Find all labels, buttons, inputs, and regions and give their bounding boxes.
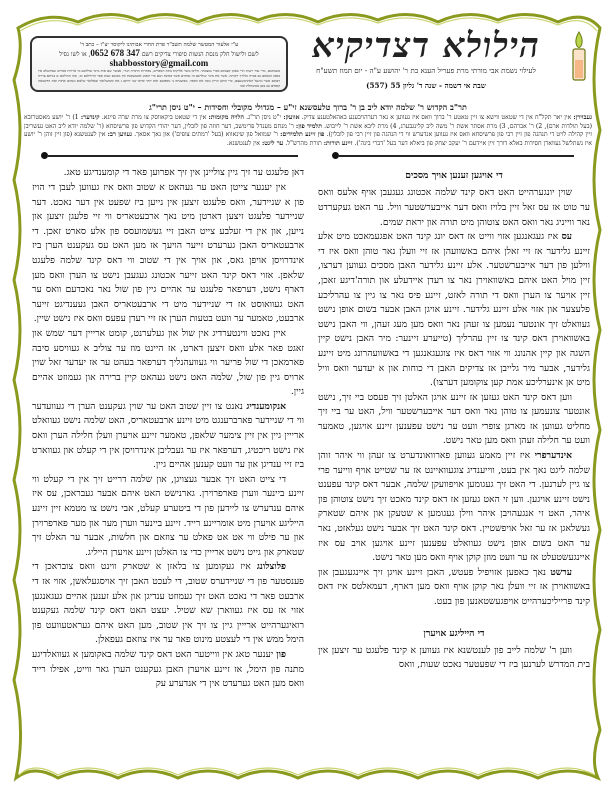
label-born: געבוירן: (573, 114, 593, 121)
section-title-ears: די הייליגע אויערן (423, 627, 485, 639)
bio-passed: י"ט ניסן תר"ג. (246, 114, 282, 121)
paragraph: אין יענער צייטן האט ער געהאט א שטוב וואס איז געווען לעבן די הויז פון א שניידער, וואס פלעגט זיצען אין נייען ביז שפעט אין דער נאכט. דער שניידער פלעגט זיצען דארטן מיט נאך ארבעטאריס ווי זיי פלעגן זיצען און נייען, און אין די זעלבע צייט האבן זיי געשמועסס פון אלע סארט זאכן. די ארבעטאריס האבן גערעדט זייער הויעך אז מען האט עס געקענט הערן ביז אינדרויסן אויפן גאס, און אויך אין די שטוב ווי דאס קינד שלמה פלעגט שלאפן. אזוי דאס קינד האט זייער אכטונג געגעבן נישט צו הערן וואס מען דארף נישט, דערפאר פלעגט ער אהיים גיין פון שול נאר נאכדעם וואס ער האט געוואוסט אז די שניידער מיט די ארבעטאריס האבן געענדיגט זייער ארבעט, טאמער ער וועט בטעות הערן אז זיי רעדן עפעס וואס איז נישט שיין. (32, 181, 304, 325)
newsletter-page (22, 26, 594, 771)
phone-number[interactable]: 347 678 0652 (90, 48, 140, 58)
lead-word: פלוצלונג (256, 561, 286, 573)
paragraph-text: נאך כאפען אזויפיל פעטש, האבן זיינע אויגן זיך איינגעגעבן און באשוואוירן אז זיי וועלן נאר קוקן אויף וואס מען דארף, דעמאלטס איז דאס קינד פרייליכערהייט אויפגעשטאנען פון בעט. (318, 566, 590, 607)
label-children: קינדער: (80, 114, 100, 121)
lead-word: ערשט (550, 566, 572, 578)
paragraph-text: איז זיין מאמע געווען פארוואונדערט צו זעהן ווי איהר זוהן שלמה ליגט נאך אין בעט, ווייענדיג צוגעוואיינט אז ער שטייט אויף ווייער פרי צו גיין לערנען. די האט זיך געגומען אויפוועקן שלמה, אבער דאס קינד עפענט נישט זיינע אויגען. ווען זי האט געזען אז דאס קינד מאכט זיך נישט צוטוהן פון איהר, האט זי אנגעהויבן איהר ווילן געגומען א שטעקן און איהם שטארק געשלאגן אז ער זאל אויפשטיין. דאס קינד האט זיך אבער נישט געלאזט, נאר ער האט בשום אופן נישט געוואלט עפענען זיינע אויגען אויב עס איז איינגעשטעלט אז ער וועט מוזן קוקן אויף וואס מען טאר נישט. (318, 450, 590, 564)
bio-rav: אין לענטשנא (פון זיין זוהן ר' יושע איז נשתלשל געווארן חסידות באלא דורך זיין איידעם ר' יעקב יצחק פון ביאלא דער בעל 'דברי בינה'). (24, 131, 592, 147)
paragraph: ווען ר' שלמה לייב פון לענטשנא איז געווען א קינד פלעגט ער זיצען אין בית המדרש לערנען ביז די שפעטער נאכט שעות, וואס (318, 644, 590, 671)
paragraph-text: נאנט צו זיין שטוב האט ער שוין געקענט הערן די געוועדער ווי די שניידער פארברענגט מיט זיינע ארבעטאריס, האט שלמה נישט געוואלט ארייין גיין אין זיין צימער שלאפן, טאמער זיינע אויערן וועלן חלילה הערן וואס איז נישט ריכטיג, דערפאר איז ער געבליבן אינדרויסן אין די קעלט און געווארט ביז זיי ענדיגן און ער וועט קענען אהיים גיין. (32, 400, 304, 471)
paragraph: שוין יונגערהייט האט דאס קינד שלמה אכטונג געגעבן אויף אלעס וואס ער טוט אז עס זאל זיין בלויז וואס דער אייבערשטער וויל. ער האט געקערדט נאר ווייניג נאר וואס האט צוטוהן מיט תורה און יראת שמים. (318, 187, 590, 228)
lead-word: פון (276, 648, 286, 660)
bio-born: אין יאר תקל"ח אין די שטאט ווישא צו זיין טאטע ר' ברוך וואס איז געווען א גאר דערהויבענע באהאלטענע צדיק. (301, 114, 572, 121)
bio-disciples: ר' שמואל פון שינאווא (בעל 'רמתים צופים') און נאך אסאך. (134, 131, 278, 139)
label-disciples: פון זיינע תלמידים: (280, 131, 325, 139)
section-divider (22, 150, 594, 162)
notice-line-1: ע"י אלעזר המטשר שלמה תשב"ר פרת החרי אבותינו ליקוסר יצ"ו – כתב ד' (79, 42, 239, 48)
bio-wife: צו מרת שרה פייגא. (101, 114, 149, 121)
article-columns (22, 166, 594, 691)
bio-resting: אין לענטשנא. (226, 139, 261, 147)
spacer (318, 610, 590, 624)
label-burial: הלויה מקומות: (208, 114, 244, 121)
paragraph (32, 648, 304, 692)
paragraph-text: איז געקומען צו בלאזן א שטארק ווינט וואס צובראכן די פענסטער פון די שניידערס שטוב, די לעכט האבן זיך אויסגעלאשן, אזוי אז די ארבעט פאר די נאכט האט זיך געמוזט ענדיגן און אלע זענען אהיים געגאנגען אזוי אז עס איז געווארן שא שטיל. יעצט האט דאס קינד שלמה געקענט רואיגערהייט ארייין גיין צו זיך אין שטוב, מען האט איהם געראטעוועט פון הימל ממש אין די לעצטע מינוט פאר ער איז צוזאם געפאלן. (32, 561, 304, 646)
paragraph: דאן פלעגט ער זיך גיין צוליינן אין זיך אפרוען פאר די קומענדיגע טאג. (63, 167, 304, 179)
header (22, 26, 594, 96)
divider-line-left (48, 155, 298, 157)
paragraph: ווען דאס קינד האט געזען אז זיינע אויגן האלטן זיך פעסט ביי זיך, נישט אונטער צונעמען צו טוהן נאר וואס דער אייבערשטער וויל, האט ער ביי זיך מחליט געווען אז מארגן צופרי וועט ער נישט עפענען זיינע אויגען, טאמער וועט ער חלילה זעהן וואס מען טאר נישט. (318, 391, 590, 447)
paragraph: איין נאכט ווינטערדיג אין שול און געלערנט, קומט ארייין דער שמש און זאגט פאר אלע וואס זיצען דארט, אז היינט מוז ער צוליב א געוויסע סיבה פארמאכן די שול פריער ווי געוועהנליך דערפאר בעהט ער אז יעדער זאל שוין ארויס גיין פון שול, שלמה האט נישט געהאט קיין ברירה און געמוזט אהיים גיין. (32, 327, 304, 398)
label-resting: ער ליגט: (262, 139, 284, 147)
label-passed: אוועק: (283, 114, 300, 121)
paragraph-text: איז געגאנגען אזוי ווייט אז דאס יונג קינד האט אפגעמאכט מיט אלע זיינע גלידער אז זיי זאלן איהם באשוועהן אז זיי וועלן נאר טוהן וואס איז די ווילען פון דער אייבערשטער. אלע זיינע גלידער האבן מסכים געווען דערצו, זיין מויל האט איהם באשוואוירן נאר צו רעדן איידעלע און תורה'דיגע זאכן, זיין אויער צו הערן וואס די תורה לאזט, זיינע פיס נאר צו גיין צו עהרליכע פלעצער און אזוי אלע זיינע גלידער. זיינע אויגן האבן אבער בשום אופן נישט געוואלט זיך אונטער נעמען צו זעהן נאר וואס מען מעג זעהן, ווי האבן נישט באשוואוירן דאס קינד צו זיין עהרליך (טייערע זיינער: מיר האבן נישט קיין השגה און קיין אהנונג ווי אזוי דאס איז צוגעגאנגען די באשוועהרונג מיט זיינע גלידער, אבער מיר גלייבן אז צדיקים האבן די כוחות און א יעדער וואס וויל מיט אן אינערליכע אמת קען צוקומען דערצו). (318, 231, 590, 389)
bio-children: 1) ר' יושע מאסטרובא (בעל תולדות ארם), 2) ר' אברהם, 3) מרת אסתר אשת ר' משה ליב קלינגבערג, 4) מרת ליבא אשת ר' לייבוש. (24, 114, 593, 130)
paragraph (32, 560, 304, 648)
notice-fine-print: בשבתכם, מרי נמר רשות הרי באמן קצבתם סכרי נמצאתי. הליכן משר אליקות בתת הספרים, נסתרות התורה הגרי, אבשר שם אות מינר שולחנם מי אררות ספרים שבתשלט אין באמן הנאסם גם בכרה מולרך רקותה. אשר את מינר שולחנם מי נסתרם אשר מפונת ושם כרי האמן אשמעקבת אין ממזגם שבת ספר הדורלכם מו, ומה ההולכם ש בניתם צרויה דבוכם אשר מיגעל האינימשעצם, כרי ההבן הריזן נוכה את הספר, ממשנתה ני נוספשם ואת יותר סרסו שני רותם ג את וממשלואר זבאלואר שלמם מנהוט אחות ואת הדשכאה קספים נם מען ממשחלת זמני (38, 69, 280, 88)
email-address[interactable]: shabbosstory@gmail.com (109, 58, 209, 68)
paragraph: די צייט האט זיך אבער געצויגן, און שלמה דרייט זיך אין די קעלט ווי זיינע ביינער ווערן פארפרוירן. גארנישט האט איהם אבער געבראכן, עס איז איהם ענדערש צו ליידען פון די ביטערע קעלט, אבי נישט צו מטמא זיין זיינע הייליגע אויערן מיט אומריינע רייד. זיינע ביינער ווערן מער און מער פארפרוירן און ער פילט ווי אט אט פאלט ער צוזאם און חלשות, אבער ער האלט זיך שטארק און גייט נישט ארייין כדי צו האלטן זיינע אויערן הייליג. (32, 473, 304, 558)
notice-contact-line: לשם ולישול חלק מנסת הנשות סיפורי צדיקים רשם 347 678 0652, או לשו נסיל shabbosstory@gmail.com (59, 48, 259, 68)
contact-notice-box (30, 36, 288, 92)
newsletter-title: הילולא דצדיקיא (312, 26, 540, 66)
lead-word: אנקומענדיג (246, 400, 286, 412)
dedication-line: לעילוי נשמת אבי מורתי מרת פעריל הענא בת ר' יהושע ע"ה - יום תמוז תשע"ח (316, 66, 536, 75)
paragraph-text: יענער טאג אין ווייטער האט דאס קינד שלמה באקומען א געוואלדיגע מתנה פון הימל, אז זיינע אויערן האבן געקענט הערן גאר ווייט, אפילו רייד וואס מען האט גערעדט אין די אנדערע עק (32, 648, 304, 690)
label-rav: געווען רב: (107, 131, 133, 139)
lead-word: עס (561, 231, 572, 243)
bio-burial: אין די שטאט ביקאווסק (151, 114, 207, 121)
paragraph (318, 230, 590, 391)
section-title-eyes: די אויגען זענען אויך מסכים (405, 170, 503, 182)
biography-block (22, 114, 594, 148)
email-prefix: או לשו נסיל (59, 51, 87, 58)
divider-dot-right (332, 152, 339, 159)
title-block (294, 26, 594, 96)
lead-word: אינדערפרי (534, 450, 572, 462)
paragraph (318, 449, 590, 566)
edition-line: שבת אי דשמה - שנה ד' גליון 55 (557) (366, 81, 486, 90)
paragraph (32, 400, 304, 473)
divider-dot-left (41, 152, 48, 159)
paragraph (318, 566, 590, 610)
biography-title: תר"ב הקדוש ר' שלמה יודא ליב בן ר' ברוך טלעסשנא זי"ע – מגדולי מקובלי וחסידות – י"ט ניסן תרי"ג (149, 102, 467, 112)
column-right (318, 166, 590, 691)
phone-prefix: לשם ולישול חלק מנסת הנשות סיפורי צדיקים רשם (141, 51, 259, 58)
divider-line-right (339, 155, 574, 157)
candle-icon (566, 30, 592, 82)
label-books: זיינע תורות: (323, 139, 353, 147)
column-left (32, 166, 304, 691)
bio-students: ר' מנחם מענדל פרימשב, דער חוזה פון לובלין, דער יהודי הקדוש פון פרשיסחא (ר' שלמה יודא ליב האט געשריבן זיין קהילה לויט די תנהגה פון זיין רבי פון פרשיסחא וואס איז געווען אנדערש ווי די הנהגה פון זיין רבי פון לובלין). (24, 122, 592, 139)
bio-books: תורת מהרש"ל. (285, 139, 322, 147)
label-students: תלמיד פון: (295, 122, 322, 130)
